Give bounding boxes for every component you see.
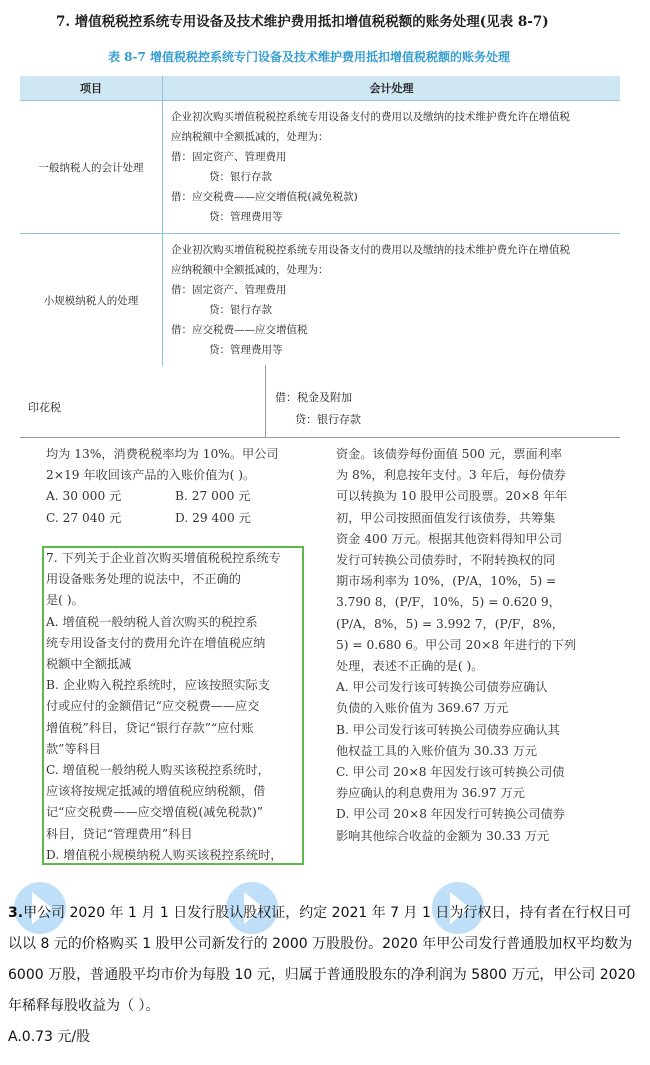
stamp-tax-debit: 借：税金及附加	[275, 391, 352, 404]
q7-line: 款”等科目	[46, 741, 101, 756]
q7-line: 税额中全额抵减	[46, 657, 132, 672]
header-item: 项目	[20, 76, 163, 101]
text-line: 资金。该债券每份面值 500 元，票面利率	[336, 447, 563, 461]
options-row	[46, 508, 304, 529]
q7-line: 增值税”科目，贷记“银行存款”“应付账	[46, 720, 254, 735]
stamp-tax-row	[20, 365, 620, 437]
row-item-small: 小规模纳税人的处理	[20, 234, 163, 367]
divider	[265, 365, 266, 437]
header-accounting: 会计处理	[163, 76, 621, 101]
text-line: 5) = 0.680 6。甲公司 20×8 年进行的下列	[336, 637, 577, 652]
option-c: C. 27 040 元	[46, 510, 122, 525]
text-line: D. 甲公司 20×8 年因发行可转换公司债券	[336, 807, 565, 822]
option-b: B. 27 000 元	[175, 489, 251, 504]
entry-line: 贷：银行存款	[209, 304, 272, 316]
question-7	[44, 548, 302, 866]
text-line: (P/A，8%，5) = 3.992 7，(P/F，8%，	[336, 616, 564, 631]
row-entries-small	[163, 234, 621, 367]
q7-line: 统专用设备支付的费用允许在增值税应纳	[46, 635, 266, 650]
right-column	[336, 440, 616, 847]
text-line: 可以转换为 10 股甲公司股票。20×8 年年	[336, 489, 568, 504]
text-line: 他权益工具的入账价值为 30.33 万元	[336, 743, 538, 758]
text-line: 期市场利率为 10%，(P/A，10%，5) =	[336, 574, 557, 589]
row-item-general: 一般纳税人的会计处理	[20, 101, 163, 234]
option-a: A. 30 000 元	[46, 489, 122, 504]
q7-line: 记“应交税费——应交增值税(减免税款)”	[46, 805, 263, 820]
q7-line: 7. 下列关于企业首次购买增值税税控系统专	[46, 551, 281, 565]
text-line: 影响其他综合收益的金额为 30.33 万元	[336, 828, 550, 843]
table-header-row	[20, 76, 620, 101]
stamp-tax-label: 印花税	[28, 401, 61, 414]
text-line: A. 甲公司发行该可转换公司债券应确认	[336, 680, 548, 695]
q7-line: 付或应付的金额借记“应交税费——应交	[46, 699, 260, 714]
text-line: 均为 13%，消费税税率均为 10%。甲公司	[46, 447, 279, 461]
text-line: 负债的入账价值为 369.67 万元	[336, 701, 509, 716]
entry-line: 应纳税额中全额抵减的，处理为：	[171, 264, 329, 276]
text-line: B. 甲公司发行该可转换公司债券应确认其	[336, 722, 560, 737]
text-line: 为 8%，利息按年支付。3 年后，每份债券	[336, 468, 566, 483]
entry-line: 应纳税额中全额抵减的，处理为：	[171, 131, 329, 143]
q7-line: B. 企业购入税控系统时，应该按照实际支	[46, 678, 270, 693]
text-line: 券应确认的利息费用为 36.97 万元	[336, 786, 525, 801]
question-3	[8, 898, 642, 1053]
option-d: D. 29 400 元	[175, 510, 251, 525]
q7-line: 科目，贷记“管理费用”科目	[46, 826, 193, 841]
q7-line: C. 增值税一般纳税人购买该税控系统时，	[46, 763, 270, 778]
entry-line: 借：应交税费——应交增值税	[171, 324, 308, 336]
text-line: 处理，表述不正确的是( )。	[336, 659, 484, 674]
section-title: 7. 增值税税控系统专用设备及技术维护费用抵扣增值税税额的账务处理(见表 8-7)	[56, 14, 549, 30]
left-column	[46, 440, 304, 529]
table-row	[20, 101, 620, 234]
text-line: 2×19 年收回该产品的入账价值为( )。	[46, 468, 256, 483]
entry-line: 借：应交税费——应交增值税(减免税款)	[171, 191, 358, 203]
q7-line: 用设备账务处理的说法中，不正确的	[46, 572, 241, 587]
text-line: 3.790 8，(P/F，10%，5) = 0.620 9，	[336, 595, 561, 610]
accounting-table	[20, 76, 620, 366]
entry-line: 企业初次购买增值税税控系统专用设备支付的费用以及缴纳的技术维护费允许在增值税	[171, 244, 570, 256]
entry-line: 贷：管理费用等	[209, 211, 283, 223]
entry-line: 贷：银行存款	[209, 171, 272, 183]
q7-line: D. 增值税小规模纳税人购买该税控系统时，	[46, 847, 283, 862]
entry-line: 借：固定资产、管理费用	[171, 151, 287, 163]
q7-line: A. 增值税一般纳税人首次购买的税控系	[46, 614, 258, 629]
question-3-number: 3.	[8, 905, 24, 921]
question-3-text: 甲公司 2020 年 1 月 1 日发行股认股权证，约定 2021 年 7 月 1 日为行权日，持有者在行权日可以以 8 元的价格购买 1 股甲公司新发行的 2000 万股股份。2020 年甲公司发行普通股加权平均数为 6000 万股，普通股平均市价为每股 10 元，归属于普通股股东的净利润为 5800 万元，甲公司 2020 年稀释每股收益为（ ）。	[8, 905, 636, 1014]
divider	[20, 437, 620, 438]
text-line: 发行可转换公司债券时，不附转换权的同	[336, 553, 556, 568]
text-line: C. 甲公司 20×8 年因发行该可转换公司债	[336, 765, 565, 780]
text-line: 资金 400 万元。根据其他资料得知甲公司	[336, 531, 563, 546]
question-3-option-a: A.0.73 元/股	[8, 1029, 91, 1045]
entry-line: 借：固定资产、管理费用	[171, 284, 287, 296]
question-7-highlight	[42, 546, 304, 865]
q7-line: 应该将按规定抵减的增值税应纳税额，借	[46, 784, 266, 799]
entry-line: 贷：管理费用等	[209, 344, 283, 356]
table-caption: 表 8-7 增值税税控系统专门设备及技术维护费用抵扣增值税税额的账务处理	[108, 50, 511, 64]
text-line: 初，甲公司按照面值发行该债券，共筹集	[336, 510, 556, 525]
table-row	[20, 234, 620, 367]
options-row	[46, 486, 304, 507]
stamp-tax-credit: 贷：银行存款	[295, 413, 361, 426]
q7-line: 是( )。	[46, 593, 84, 608]
row-entries-general	[163, 101, 621, 234]
entry-line: 企业初次购买增值税税控系统专用设备支付的费用以及缴纳的技术维护费允许在增值税	[171, 111, 570, 123]
